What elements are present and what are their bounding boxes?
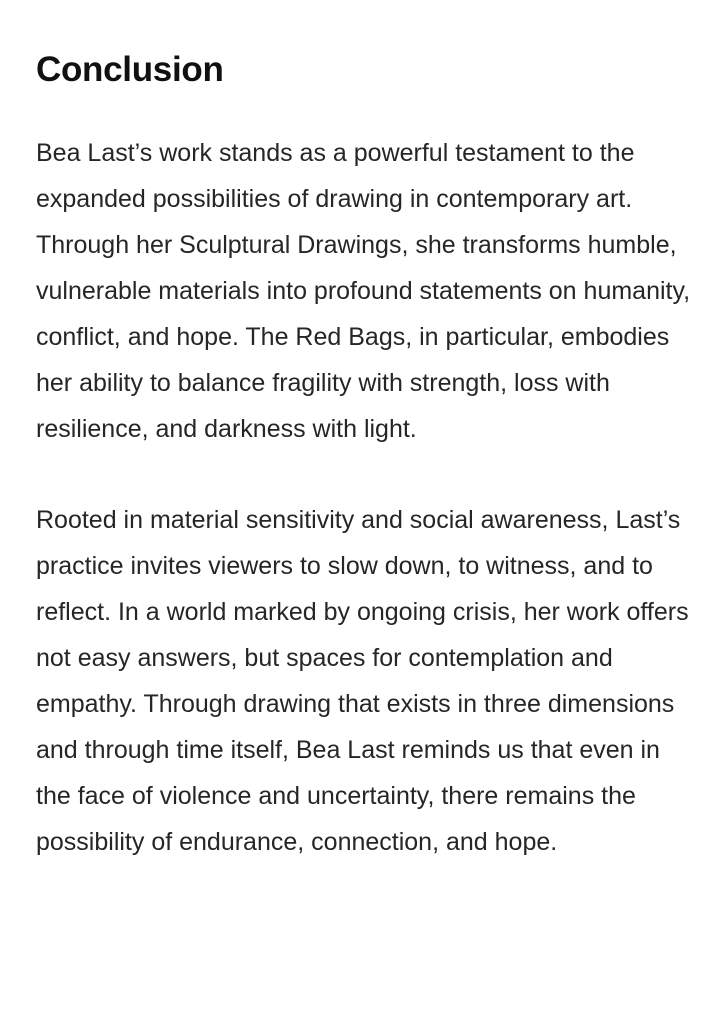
paragraph-conclusion-1: Bea Last’s work stands as a powerful testament to the expanded possibilities of drawing in contemporary art. Through her Sculptural Drawings, she transforms humble, vulnerable materials into profound statements on humanity, conflict, and hope. The Red Bags, in particular, embodies her ability to balance fragility with strength, loss with resilience, and darkness with light. [36,139,691,443]
paragraph-conclusion-2: Rooted in material sensitivity and social awareness, Last’s practice invites viewers to slow down, to witness, and to reflect. In a world marked by ongoing crisis, her work offers not easy answers, but spaces for contemplation and empathy. Through drawing that exists in three dimensions and through time itself, Bea Last reminds us that even in the face of violence and uncertainty, there remains the possibility of endurance, connection, and hope. [36,506,689,856]
section-heading: Conclusion [36,50,224,89]
